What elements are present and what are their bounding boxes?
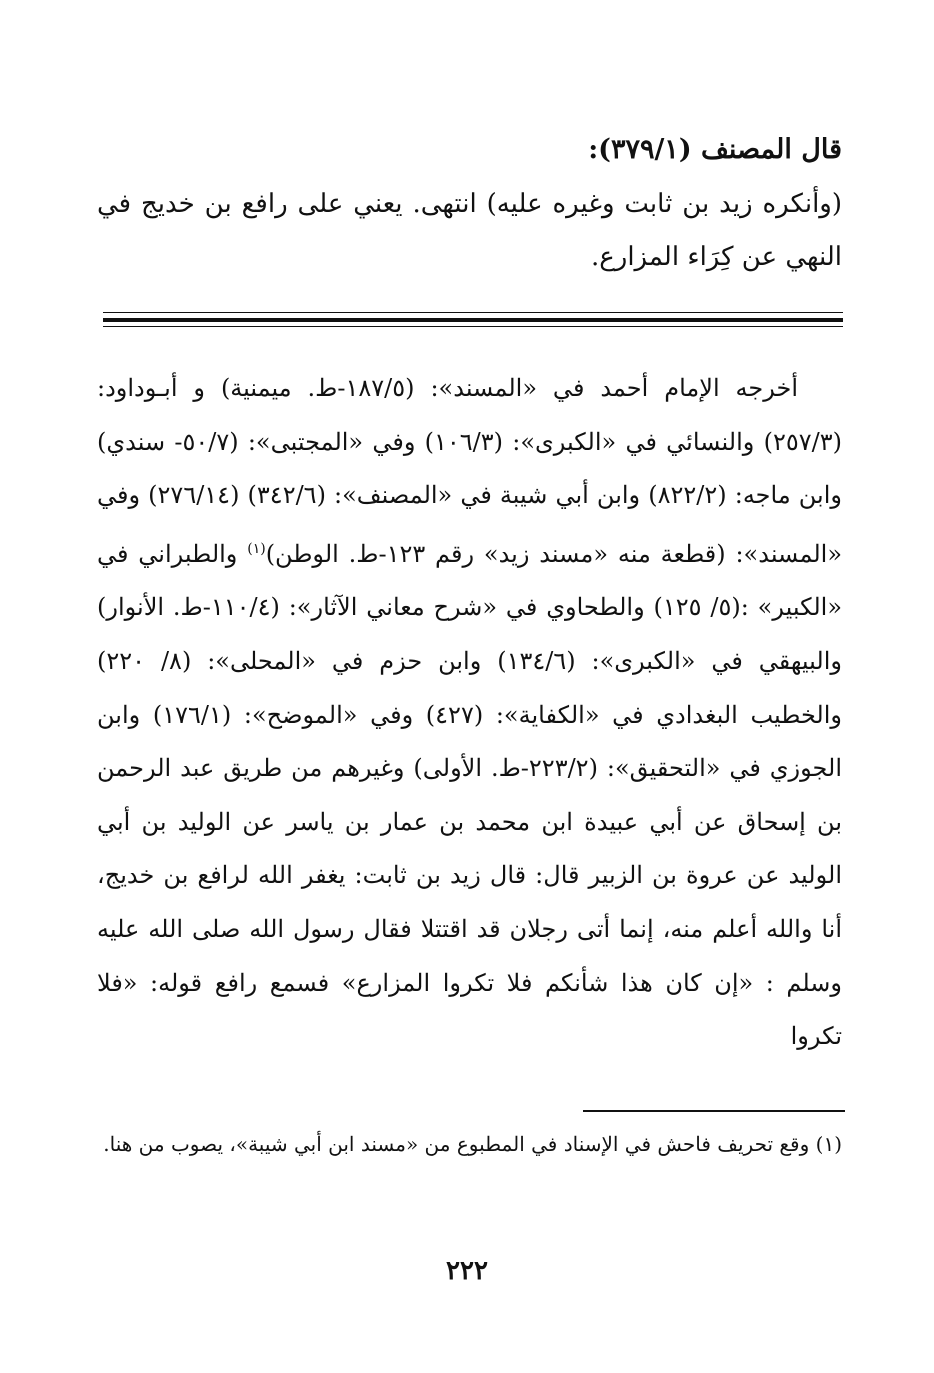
footnote-reference[interactable]: (١) (247, 540, 266, 557)
footnote-separator (583, 1110, 845, 1112)
separator-rule-thick (103, 318, 843, 322)
quoted-text: (وأنكره زيد بن ثابت وغيره عليه) انتهى. يعني على رافع بن خديج في النهي عن كِرَاء المزارع. (97, 189, 842, 272)
page-number: ٢٢٢ (446, 1256, 488, 1286)
commentary-paragraph (97, 362, 842, 1064)
footnote: (١) وقع تحريف فاحش في الإسناد في المطبوع من «مسند ابن أبي شيبة»، يصوب من هنا. (103, 1132, 842, 1156)
section-heading: قال المصنف (٣٧٩/١): (588, 134, 842, 165)
separator-rule-top (103, 312, 843, 313)
separator-rule-bottom (103, 326, 843, 327)
commentary-text-part1: أخرجه الإمام أحمد في «المسند»: (١٨٧/٥-ط. ميمنية) و أبـوداود: (٢٥٧/٣) والنسائي في «الكبرى»: (١٠٦/٣) وفي «المجتبى»: (٥٠/٧- سندي) وابن ماجه: (٨٢٢/٢) وابن أبي شيبة في «المصنف»: (٣٤٢/٦) (٢٧٦/١٤) وفي «المسند»: (قطعة منه «مسند زيد» رقم ١٢٣-ط. الوطن) (97, 374, 843, 568)
commentary-text-part2: والطبراني في «الكبير» :(٥/ ١٢٥) والطحاوي في «شرح معاني الآثار»: (١١٠/٤-ط. الأنوار) والبيهقي في «الكبرى»: (١٣٤/٦) وابن حزم في «المحلى»: (٨/ ٢٢٠) والخطيب البغدادي في «الكفاية»: (٤٢٧) وفي «الموضح»: (١٧٦/١) وابن الجوزي في «التحقيق»: (٢٢٣/٢-ط. الأولى) وغيرهم من طريق عبد الرحمن بن إسحاق عن أبي عبيدة ابن محمد بن عمار بن ياسر عن الوليد بن أبي الوليد عن عروة بن الزبير قال: قال زيد بن ثابت: يغفر الله لرافع بن خديج، أنا والله أعلم منه، إنما أتى رجلان قد اقتتلا فقال رسول الله صلى الله عليه وسلم : «إن كان هذا شأنكم فلا تكروا المزارع» فسمع رافع قوله: «فلا تكروا (97, 539, 843, 1051)
commentary-body (97, 362, 842, 1064)
